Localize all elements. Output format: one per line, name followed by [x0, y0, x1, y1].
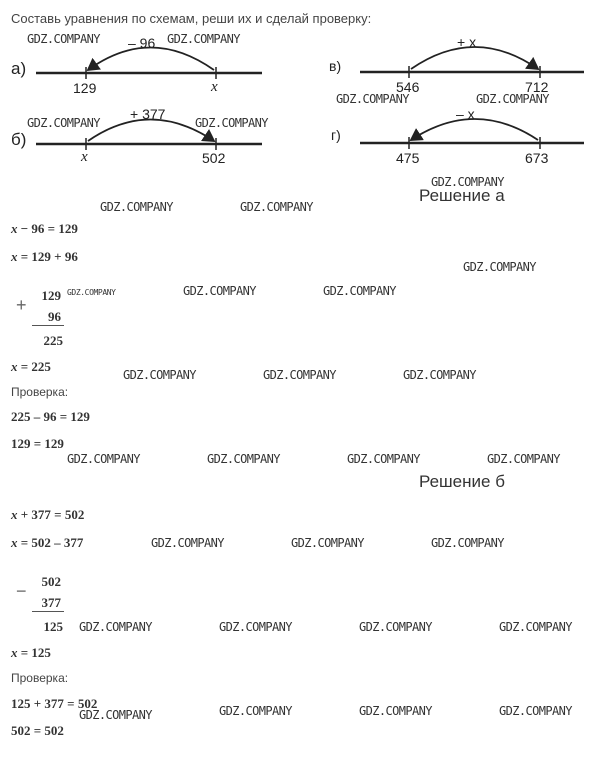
watermark: GDZ.COMPANY — [67, 452, 140, 466]
watermark: GDZ.COMPANY — [27, 116, 100, 130]
watermark: GDZ.COMPANY — [463, 260, 536, 274]
solution-a-heading: Решение а — [419, 186, 505, 205]
solution-b-heading: Решение б — [419, 472, 505, 491]
watermark: GDZ.COMPANY — [431, 175, 504, 189]
solution-b-check2: 502 = 502 — [11, 723, 64, 738]
solution-a-check2: 129 = 129 — [11, 436, 64, 451]
diagram-a-left: 129 — [73, 80, 97, 96]
arc-arrow-g — [411, 119, 538, 140]
diagram-a-op: – 96 — [128, 35, 156, 51]
solution-b-column-bar — [32, 611, 64, 612]
diagram-v-op: + x — [457, 34, 477, 50]
diagram-b-op: + 377 — [130, 106, 166, 122]
arc-arrow-v — [411, 47, 538, 69]
solution-a-column-result: 225 — [43, 333, 63, 348]
solution-b-eq1: x + 377 = 502 — [11, 507, 85, 522]
diagram-g-letter: г) — [331, 127, 341, 143]
watermark: GDZ.COMPANY — [240, 200, 313, 214]
watermark: GDZ.COMPANY — [336, 92, 409, 106]
solution-b-column-sign: − — [16, 581, 27, 601]
solution-b-column-result: 125 — [43, 619, 63, 634]
watermark: GDZ.COMPANY — [359, 704, 432, 718]
solution-a-column-sign: + — [16, 295, 27, 315]
diagram-a-right: x — [211, 79, 218, 95]
diagram-b-left: x — [81, 149, 88, 165]
diagram-g-left: 475 — [396, 150, 420, 166]
solution-a-check-label: Проверка: — [11, 385, 69, 399]
watermark: GDZ.COMPANY — [167, 32, 240, 46]
watermark: GDZ.COMPANY — [79, 620, 152, 634]
solution-b-check-label: Проверка: — [11, 671, 69, 685]
diagram-a-letter: а) — [11, 59, 27, 78]
watermark: GDZ.COMPANY — [207, 452, 280, 466]
watermark: GDZ.COMPANY — [123, 368, 196, 382]
task-text: Составь уравнения по схемам, реши их и сделай проверку: — [11, 11, 372, 26]
diagram-b-letter: б) — [11, 130, 27, 149]
solution-a-column-bottom: 96 — [48, 309, 61, 324]
diagram-v-letter: в) — [329, 58, 342, 74]
solution-a-eq2: x = 129 + 96 — [11, 249, 78, 264]
solution-b-eq3: x = 125 — [11, 645, 51, 660]
watermark: GDZ.COMPANY — [403, 368, 476, 382]
diagram-v-left: 546 — [396, 79, 420, 95]
watermark: GDZ.COMPANY — [347, 452, 420, 466]
solution-b-eq2: x = 502 – 377 — [11, 535, 84, 550]
watermark: GDZ.COMPANY — [151, 536, 224, 550]
watermark: GDZ.COMPANY — [67, 288, 116, 297]
watermark: GDZ.COMPANY — [183, 284, 256, 298]
solution-b-column-top: 502 — [41, 574, 61, 589]
diagram-g-op: – x — [456, 106, 475, 122]
solution-b-column-bottom: 377 — [41, 595, 61, 610]
watermark: GDZ.COMPANY — [499, 620, 572, 634]
watermark: GDZ.COMPANY — [431, 536, 504, 550]
solution-a-eq1: x − 96 = 129 — [11, 221, 78, 236]
watermark: GDZ.COMPANY — [27, 32, 100, 46]
watermark: GDZ.COMPANY — [195, 116, 268, 130]
diagram-g-right: 673 — [525, 150, 549, 166]
watermark: GDZ.COMPANY — [100, 200, 173, 214]
watermark: GDZ.COMPANY — [291, 536, 364, 550]
watermark: GDZ.COMPANY — [219, 620, 292, 634]
watermark: GDZ.COMPANY — [487, 452, 560, 466]
solution-a-column-top: 129 — [41, 288, 61, 303]
watermark: GDZ.COMPANY — [359, 620, 432, 634]
diagram-b-right: 502 — [202, 150, 226, 166]
solution-a-eq3: x = 225 — [11, 359, 51, 374]
watermark: GDZ.COMPANY — [323, 284, 396, 298]
solution-a-column-bar — [32, 325, 64, 326]
solution-a-check1: 225 – 96 = 129 — [11, 409, 90, 424]
watermark: GDZ.COMPANY — [476, 92, 549, 106]
solution-b-check1: 125 + 377 = 502 — [11, 696, 98, 711]
watermark: GDZ.COMPANY — [79, 708, 152, 722]
watermark: GDZ.COMPANY — [219, 704, 292, 718]
diagram-v-right: 712 — [525, 79, 549, 95]
watermark: GDZ.COMPANY — [263, 368, 336, 382]
watermark: GDZ.COMPANY — [499, 704, 572, 718]
